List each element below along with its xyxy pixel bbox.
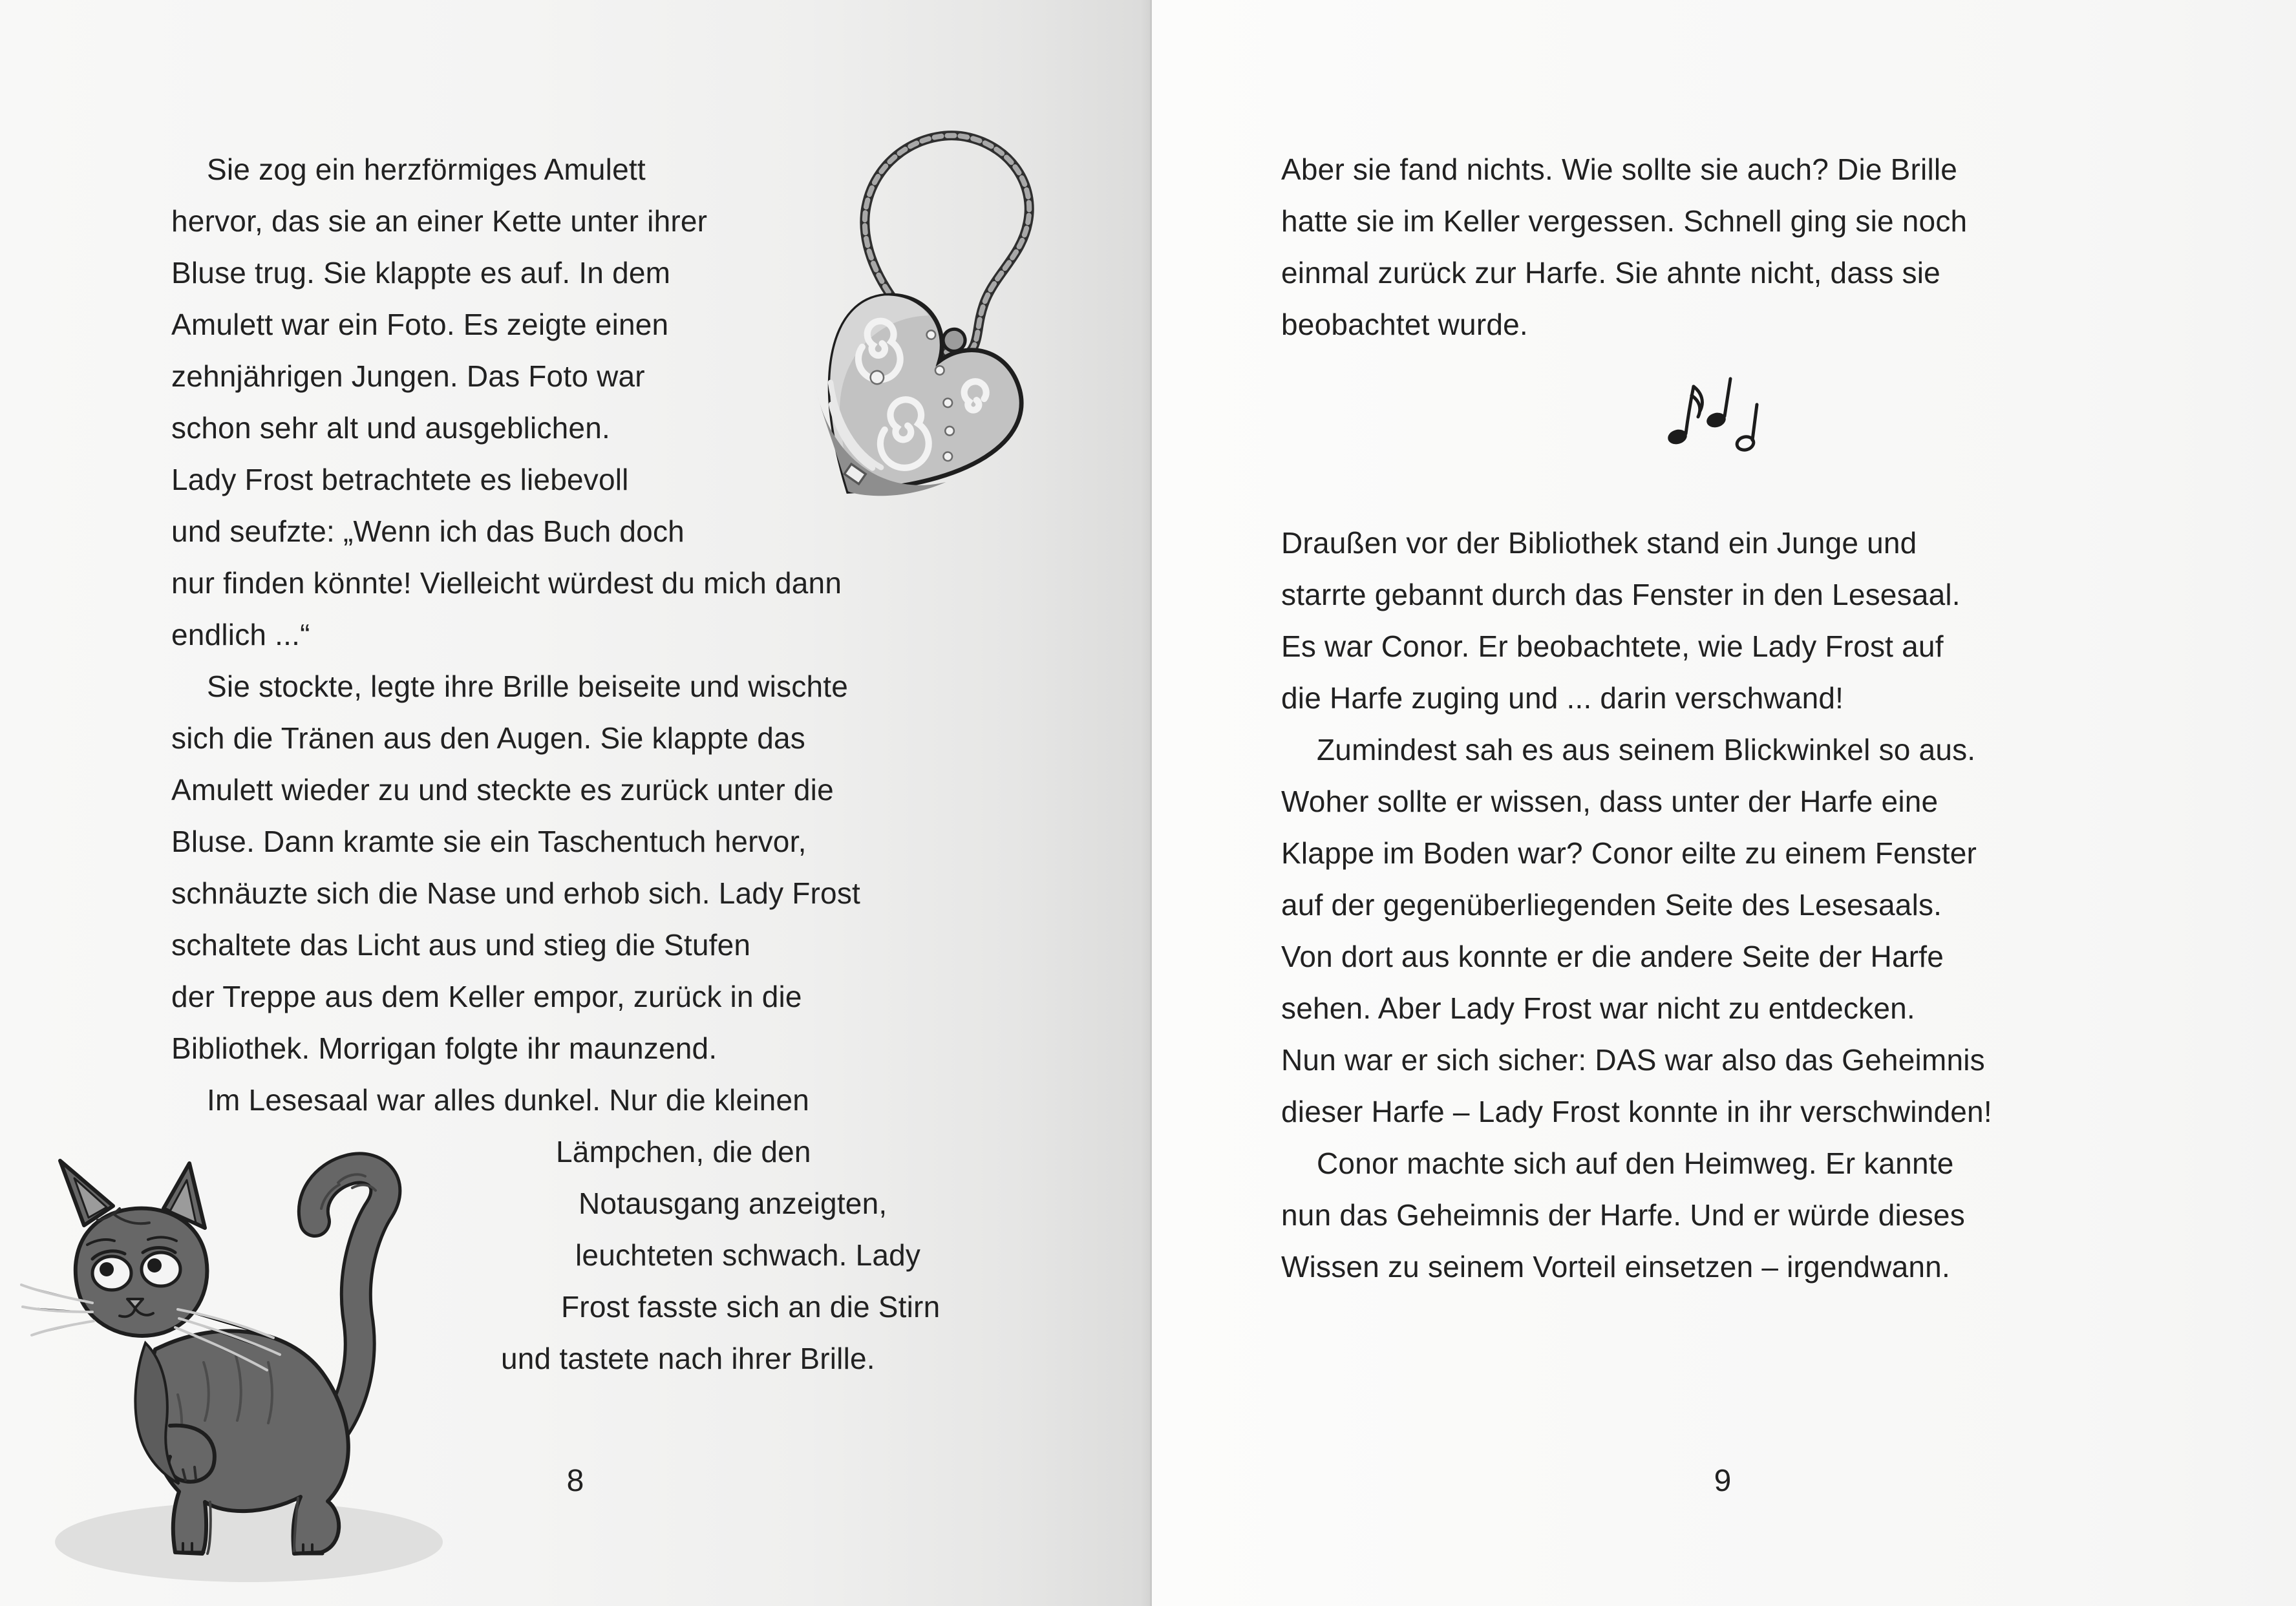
text-line: schon sehr alt und ausgeblichen. xyxy=(171,411,610,445)
text-line: einmal zurück zur Harfe. Sie ahnte nicht, dass sie xyxy=(1281,256,1940,290)
text-line: Lämpchen, die den xyxy=(556,1135,811,1168)
text-line: Amulett wieder zu und steckte es zurück unter die xyxy=(171,773,834,807)
text-line: Bluse. Dann kramte sie ein Taschentuch hervor, xyxy=(171,825,807,858)
text-line: Klappe im Boden war? Conor eilte zu einem Fenster xyxy=(1281,836,1977,870)
text-line: hervor, das sie an einer Kette unter ihrer xyxy=(171,204,708,238)
text-line: Von dort aus konnte er die andere Seite der Harfe xyxy=(1281,940,1944,973)
text-line: dieser Harfe – Lady Frost konnte in ihr verschwinden! xyxy=(1281,1095,1992,1128)
text-line: Lady Frost betrachtete es liebevoll xyxy=(171,463,629,496)
text-line: Sie zog ein herzförmiges Amulett xyxy=(207,153,646,186)
text-line: und seufzte: „Wenn ich das Buch doch xyxy=(171,514,685,548)
text-line: zehnjährigen Jungen. Das Foto war xyxy=(171,359,645,393)
page-number-left: 8 xyxy=(566,1464,584,1498)
text-line: sich die Tränen aus den Augen. Sie klappte das xyxy=(171,721,805,755)
cat-illustration xyxy=(16,1149,553,1595)
text-line: Zumindest sah es aus seinem Blickwinkel so aus. xyxy=(1317,733,1976,766)
text-line: die Harfe zuging und ... darin verschwand! xyxy=(1281,681,1844,715)
text-line: Frost fasste sich an die Stirn xyxy=(561,1290,941,1324)
text-line: schnäuzte sich die Nase und erhob sich. Lady Frost xyxy=(171,876,861,910)
cat-shadow xyxy=(55,1502,443,1582)
text-line: sehen. Aber Lady Frost war nicht zu entdecken. xyxy=(1281,991,1915,1025)
page-number-right: 9 xyxy=(1714,1464,1732,1498)
text-line: schaltete das Licht aus und stieg die Stufen xyxy=(171,928,751,962)
text-line: Nun war er sich sicher: DAS war also das Geheimnis xyxy=(1281,1043,1985,1077)
text-line: nur finden könnte! Vielleicht würdest du mich dann xyxy=(171,566,842,600)
text-line: hatte sie im Keller vergessen. Schnell ging sie noch xyxy=(1281,204,1968,238)
text-line: Notausgang anzeigten, xyxy=(579,1187,888,1220)
text-line: auf der gegenüberliegenden Seite des Lesesaals. xyxy=(1281,888,1942,922)
text-line: und tastete nach ihrer Brille. xyxy=(501,1342,875,1375)
text-line: endlich ...“ xyxy=(171,618,310,651)
text-line: Wissen zu seinem Vorteil einsetzen – irgendwann. xyxy=(1281,1250,1950,1284)
right-page-text-bottom xyxy=(1281,517,2121,1293)
right-page xyxy=(1152,0,2296,1606)
text-line: Draußen vor der Bibliothek stand ein Junge und xyxy=(1281,526,1917,560)
text-line: leuchteten schwach. Lady xyxy=(575,1238,921,1272)
text-line: der Treppe aus dem Keller empor, zurück in die xyxy=(171,980,802,1013)
text-line: Im Lesesaal war alles dunkel. Nur die kleinen xyxy=(207,1083,810,1117)
text-line: nun das Geheimnis der Harfe. Und er würde dieses xyxy=(1281,1198,1965,1232)
text-line: Bluse trug. Sie klappte es auf. In dem xyxy=(171,256,671,290)
text-line: Sie stockte, legte ihre Brille beiseite und wischte xyxy=(207,670,849,703)
text-line: Bibliothek. Morrigan folgte ihr maunzend. xyxy=(171,1031,717,1065)
text-line: Aber sie fand nichts. Wie sollte sie auch? Die Brille xyxy=(1281,153,1958,186)
text-line: Es war Conor. Er beobachtete, wie Lady Frost auf xyxy=(1281,629,1944,663)
text-line: starrte gebannt durch das Fenster in den Lesesaal. xyxy=(1281,578,1961,611)
text-line: Conor machte sich auf den Heimweg. Er kannte xyxy=(1317,1146,1954,1180)
text-line: Woher sollte er wissen, dass unter der Harfe eine xyxy=(1281,785,1939,818)
text-line: beobachtet wurde. xyxy=(1281,308,1528,341)
right-page-text-top xyxy=(1281,143,2121,350)
text-line: Amulett war ein Foto. Es zeigte einen xyxy=(171,308,669,341)
music-notes-illustration xyxy=(1658,374,1768,458)
